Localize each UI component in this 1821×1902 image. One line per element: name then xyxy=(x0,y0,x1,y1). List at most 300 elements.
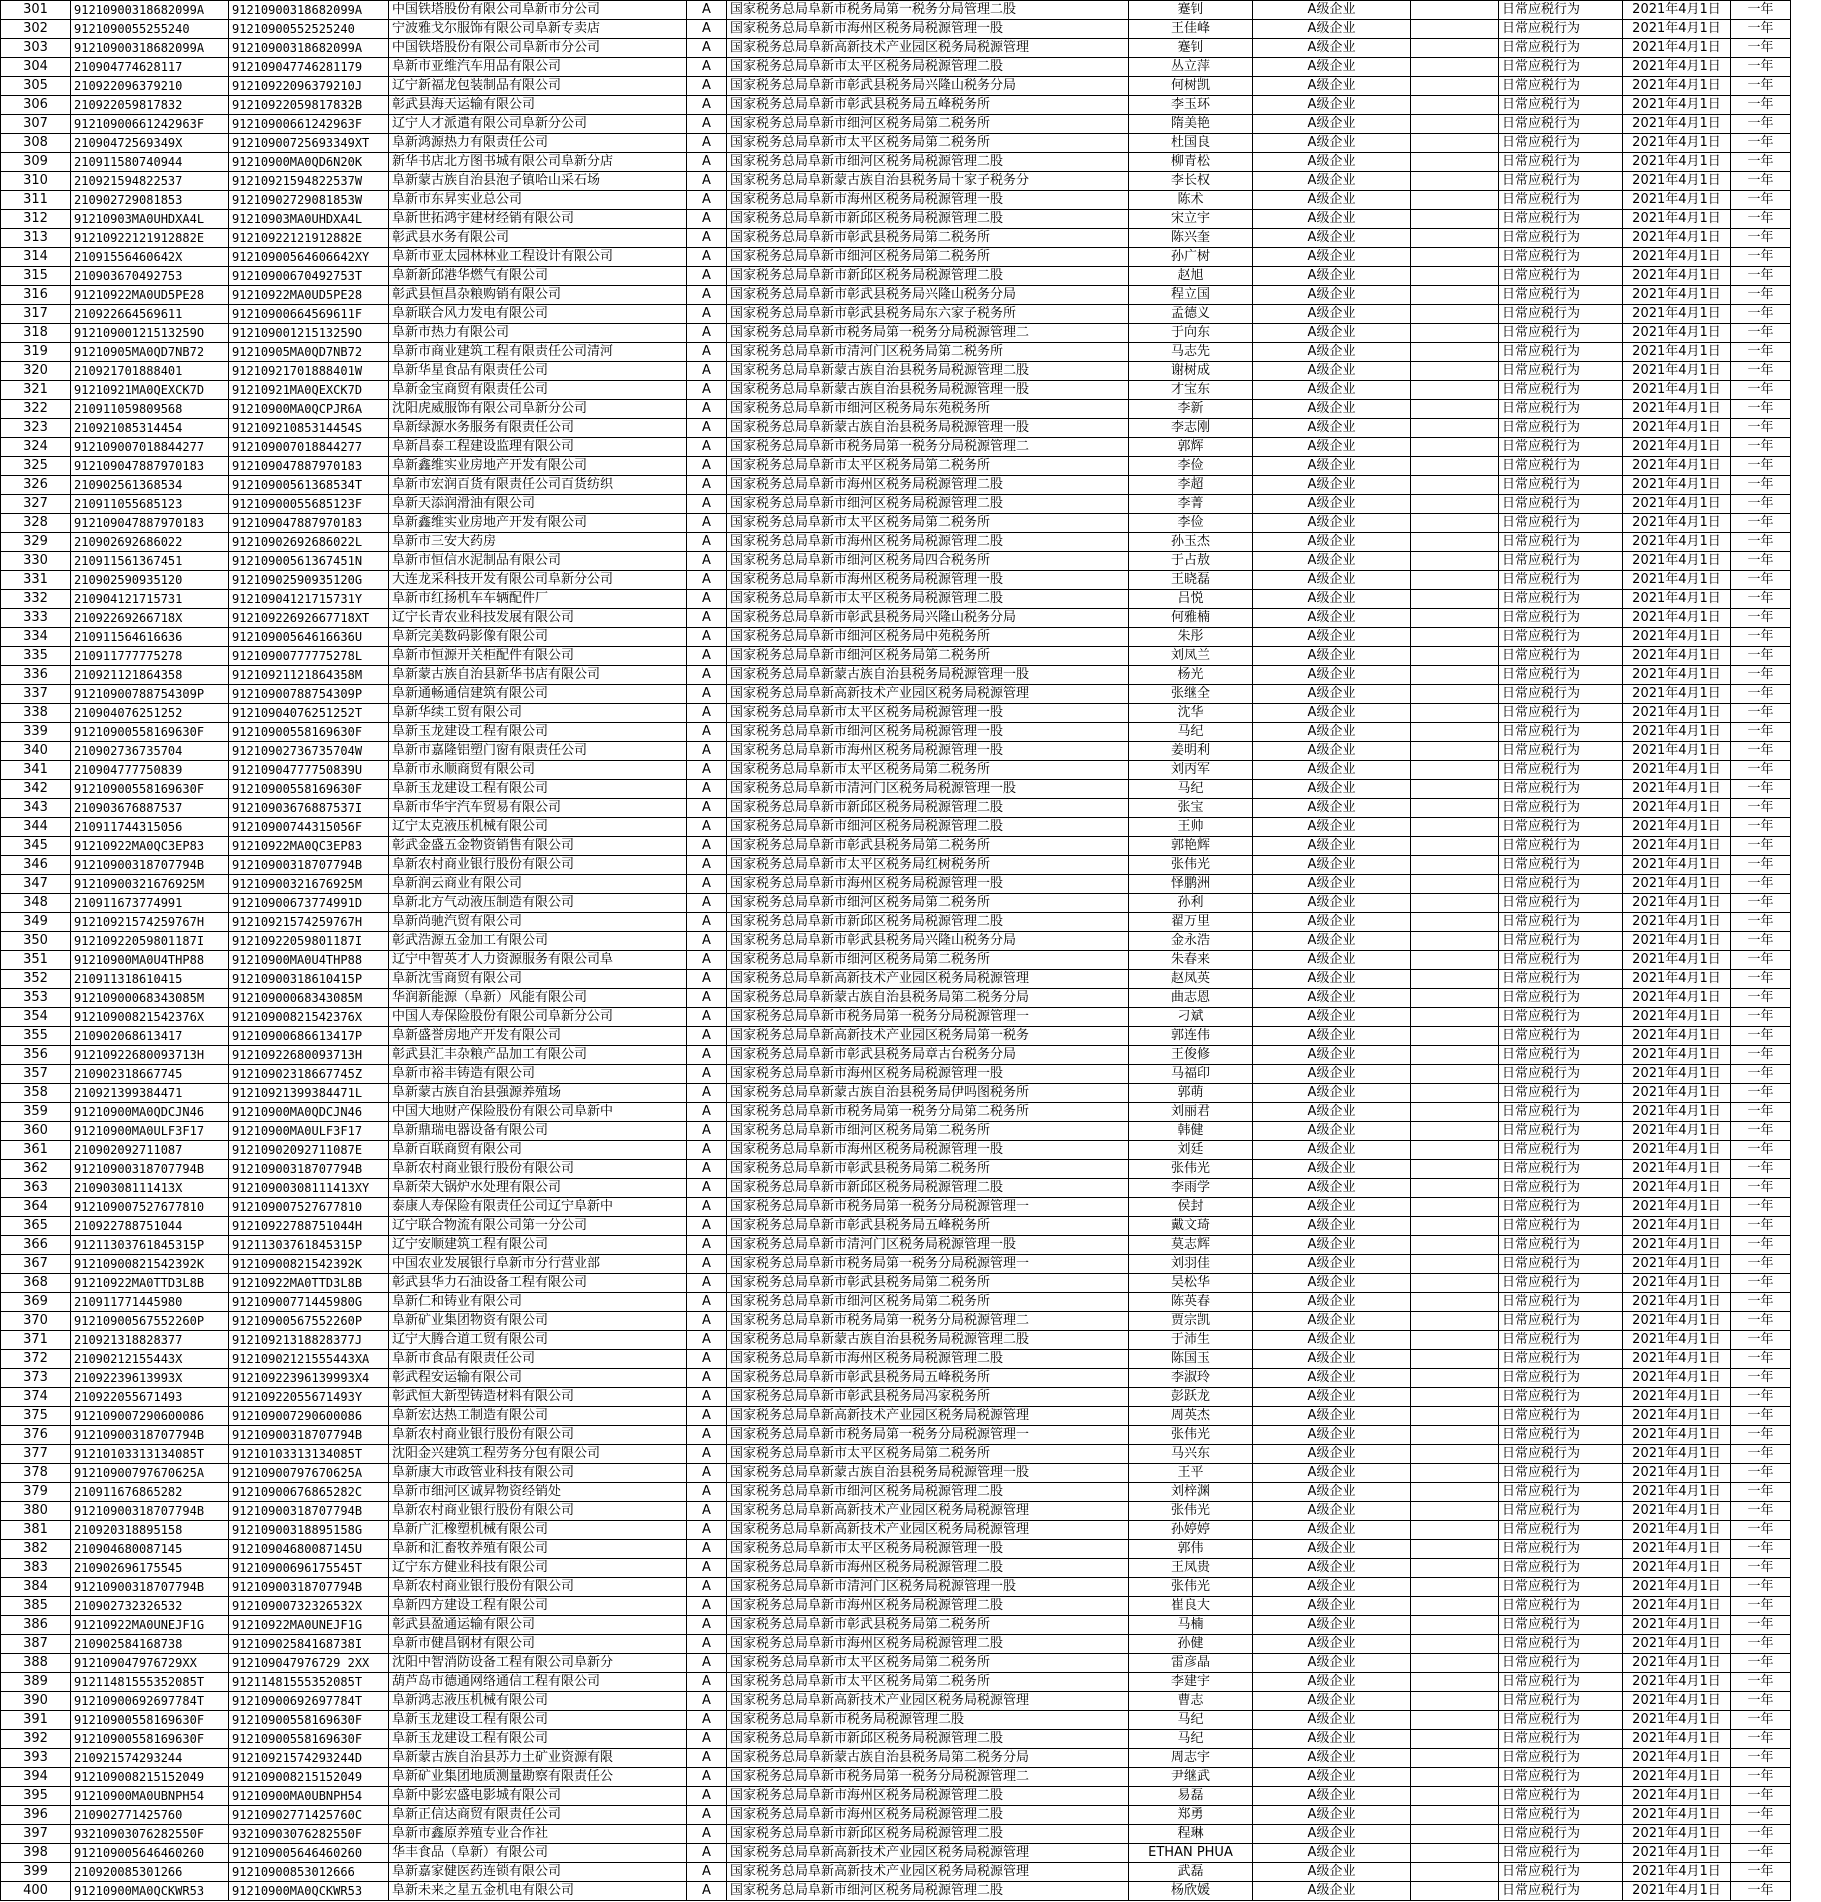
table-row xyxy=(1,894,1791,913)
table-row xyxy=(1,1863,1791,1882)
grade-cell: A级企业 xyxy=(1253,1217,1411,1236)
credit-code-cell: 91210902121555443XA xyxy=(229,1350,389,1369)
tax-id-cell: 912109008215152049 xyxy=(71,1768,229,1787)
credit-level-cell: A xyxy=(687,1445,727,1464)
behavior-cell: 日常应税行为 xyxy=(1499,495,1623,514)
behavior-cell: 日常应税行为 xyxy=(1499,1787,1623,1806)
behavior-cell: 日常应税行为 xyxy=(1499,552,1623,571)
behavior-cell: 日常应税行为 xyxy=(1499,1426,1623,1445)
credit-level-cell: A xyxy=(687,1483,727,1502)
company-name-cell: 阜新市红扬机车车辆配件厂 xyxy=(389,590,687,609)
credit-code-cell: 91210922059817832B xyxy=(229,96,389,115)
grade-cell: A级企业 xyxy=(1253,1502,1411,1521)
credit-code-cell: 91210900853012666 xyxy=(229,1863,389,1882)
term-cell: 一年 xyxy=(1731,1844,1791,1863)
behavior-cell: 日常应税行为 xyxy=(1499,970,1623,989)
credit-code-cell: 91210900686613417P xyxy=(229,1027,389,1046)
credit-code-cell: 91210922059801187I xyxy=(229,932,389,951)
contact-person-cell: 王平 xyxy=(1129,1464,1253,1483)
grade-cell: A级企业 xyxy=(1253,1065,1411,1084)
term-cell: 一年 xyxy=(1731,1616,1791,1635)
credit-level-cell: A xyxy=(687,666,727,685)
contact-person-cell: 刘丽君 xyxy=(1129,1103,1253,1122)
tax-id-cell: 91210900558169630F xyxy=(71,1730,229,1749)
empty-cell xyxy=(1411,1122,1499,1141)
table-row xyxy=(1,1749,1791,1768)
date-cell: 2021年4月1日 xyxy=(1623,1084,1731,1103)
credit-level-cell: A xyxy=(687,1008,727,1027)
behavior-cell: 日常应税行为 xyxy=(1499,115,1623,134)
company-name-cell: 华润新能源（阜新）风能有限公司 xyxy=(389,989,687,1008)
credit-code-cell: 91210900744315056F xyxy=(229,818,389,837)
credit-level-cell: A xyxy=(687,533,727,552)
term-cell: 一年 xyxy=(1731,362,1791,381)
credit-level-cell: A xyxy=(687,343,727,362)
company-name-cell: 阜新农村商业银行股份有限公司 xyxy=(389,1426,687,1445)
empty-cell xyxy=(1411,1084,1499,1103)
table-row xyxy=(1,514,1791,533)
row-number-cell: 398 xyxy=(1,1844,71,1863)
contact-person-cell: 于向东 xyxy=(1129,324,1253,343)
table-row xyxy=(1,1027,1791,1046)
table-row xyxy=(1,1065,1791,1084)
company-name-cell: 阜新鑫维实业房地产开发有限公司 xyxy=(389,514,687,533)
company-name-cell: 阜新润云商业有限公司 xyxy=(389,875,687,894)
credit-level-cell: A xyxy=(687,39,727,58)
grade-cell: A级企业 xyxy=(1253,286,1411,305)
grade-cell: A级企业 xyxy=(1253,1730,1411,1749)
row-number-cell: 375 xyxy=(1,1407,71,1426)
behavior-cell: 日常应税行为 xyxy=(1499,172,1623,191)
credit-level-cell: A xyxy=(687,552,727,571)
tax-id-cell: 21091556460642X xyxy=(71,248,229,267)
behavior-cell: 日常应税行为 xyxy=(1499,343,1623,362)
behavior-cell: 日常应税行为 xyxy=(1499,1882,1623,1901)
table-row xyxy=(1,39,1791,58)
tax-office-cell: 国家税务总局阜新市彰武县税务局兴隆山税务分局 xyxy=(727,609,1129,628)
table-row xyxy=(1,628,1791,647)
contact-person-cell: 马志先 xyxy=(1129,343,1253,362)
grade-cell: A级企业 xyxy=(1253,1825,1411,1844)
contact-person-cell: 尹继武 xyxy=(1129,1768,1253,1787)
row-number-cell: 368 xyxy=(1,1274,71,1293)
table-row xyxy=(1,1103,1791,1122)
table-row xyxy=(1,248,1791,267)
term-cell: 一年 xyxy=(1731,248,1791,267)
table-row xyxy=(1,1844,1791,1863)
row-number-cell: 364 xyxy=(1,1198,71,1217)
company-name-cell: 阜新市三安大药房 xyxy=(389,533,687,552)
credit-code-cell: 91210900121513259O xyxy=(229,324,389,343)
empty-cell xyxy=(1411,1141,1499,1160)
table-row xyxy=(1,723,1791,742)
grade-cell: A级企业 xyxy=(1253,590,1411,609)
company-name-cell: 阜新蒙古族自治县新华书店有限公司 xyxy=(389,666,687,685)
credit-level-cell: A xyxy=(687,1882,727,1901)
credit-code-cell: 91210921574293244D xyxy=(229,1749,389,1768)
tax-id-cell: 91210900318707794B xyxy=(71,1426,229,1445)
credit-code-cell: 91210904777750839U xyxy=(229,761,389,780)
contact-person-cell: 郭萌 xyxy=(1129,1084,1253,1103)
date-cell: 2021年4月1日 xyxy=(1623,1616,1731,1635)
table-row xyxy=(1,153,1791,172)
term-cell: 一年 xyxy=(1731,552,1791,571)
date-cell: 2021年4月1日 xyxy=(1623,1844,1731,1863)
behavior-cell: 日常应税行为 xyxy=(1499,799,1623,818)
row-number-cell: 302 xyxy=(1,20,71,39)
term-cell: 一年 xyxy=(1731,1027,1791,1046)
tax-id-cell: 91210900MA0QCKWR53 xyxy=(71,1882,229,1901)
tax-id-cell: 91210922MA0TTD3L8B xyxy=(71,1274,229,1293)
term-cell: 一年 xyxy=(1731,1065,1791,1084)
row-number-cell: 395 xyxy=(1,1787,71,1806)
empty-cell xyxy=(1411,837,1499,856)
tax-id-cell: 21090212155443X xyxy=(71,1350,229,1369)
contact-person-cell: 彭跃龙 xyxy=(1129,1388,1253,1407)
row-number-cell: 332 xyxy=(1,590,71,609)
date-cell: 2021年4月1日 xyxy=(1623,590,1731,609)
empty-cell xyxy=(1411,1882,1499,1901)
behavior-cell: 日常应税行为 xyxy=(1499,1293,1623,1312)
table-row xyxy=(1,1008,1791,1027)
tax-id-cell: 91210900121513259O xyxy=(71,324,229,343)
tax-id-cell: 210921318828377 xyxy=(71,1331,229,1350)
credit-code-cell: 912109047887970183 xyxy=(229,514,389,533)
date-cell: 2021年4月1日 xyxy=(1623,1673,1731,1692)
behavior-cell: 日常应税行为 xyxy=(1499,1065,1623,1084)
company-name-cell: 阜新农村商业银行股份有限公司 xyxy=(389,1160,687,1179)
tax-id-cell: 210911673774991 xyxy=(71,894,229,913)
empty-cell xyxy=(1411,1521,1499,1540)
table-row xyxy=(1,951,1791,970)
company-name-cell: 阜新康大市政管业科技有限公司 xyxy=(389,1464,687,1483)
behavior-cell: 日常应税行为 xyxy=(1499,514,1623,533)
table-row xyxy=(1,172,1791,191)
behavior-cell: 日常应税行为 xyxy=(1499,1616,1623,1635)
row-number-cell: 319 xyxy=(1,343,71,362)
contact-person-cell: 李玉环 xyxy=(1129,96,1253,115)
row-number-cell: 371 xyxy=(1,1331,71,1350)
behavior-cell: 日常应税行为 xyxy=(1499,1350,1623,1369)
credit-level-cell: A xyxy=(687,875,727,894)
tax-id-cell: 91210900MA0UBNPH54 xyxy=(71,1787,229,1806)
grade-cell: A级企业 xyxy=(1253,1426,1411,1445)
term-cell: 一年 xyxy=(1731,77,1791,96)
contact-person-cell: 吴松华 xyxy=(1129,1274,1253,1293)
empty-cell xyxy=(1411,286,1499,305)
row-number-cell: 385 xyxy=(1,1597,71,1616)
row-number-cell: 316 xyxy=(1,286,71,305)
term-cell: 一年 xyxy=(1731,1730,1791,1749)
company-name-cell: 辽宁中智英才人力资源服务有限公司阜 xyxy=(389,951,687,970)
row-number-cell: 378 xyxy=(1,1464,71,1483)
company-name-cell: 阜新世拓鸿宇建材经销有限公司 xyxy=(389,210,687,229)
date-cell: 2021年4月1日 xyxy=(1623,1445,1731,1464)
empty-cell xyxy=(1411,571,1499,590)
behavior-cell: 日常应税行为 xyxy=(1499,1654,1623,1673)
grade-cell: A级企业 xyxy=(1253,970,1411,989)
tax-office-cell: 国家税务总局阜新市税务局第一税务分局税源管理二 xyxy=(727,438,1129,457)
contact-person-cell: 何雅楠 xyxy=(1129,609,1253,628)
date-cell: 2021年4月1日 xyxy=(1623,438,1731,457)
term-cell: 一年 xyxy=(1731,590,1791,609)
credit-code-cell: 91210921318828377J xyxy=(229,1331,389,1350)
credit-level-cell: A xyxy=(687,685,727,704)
company-name-cell: 阜新鸿志液压机械有限公司 xyxy=(389,1692,687,1711)
contact-person-cell: 王凤贵 xyxy=(1129,1559,1253,1578)
term-cell: 一年 xyxy=(1731,1483,1791,1502)
contact-person-cell: 丛立萍 xyxy=(1129,58,1253,77)
contact-person-cell: 李俭 xyxy=(1129,457,1253,476)
empty-cell xyxy=(1411,1350,1499,1369)
tax-office-cell: 国家税务总局阜新市海州区税务局税源管理一股 xyxy=(727,20,1129,39)
company-name-cell: 阜新沈雪商贸有限公司 xyxy=(389,970,687,989)
credit-code-cell: 91210900692697784T xyxy=(229,1692,389,1711)
tax-id-cell: 91210900318682099A xyxy=(71,1,229,20)
tax-id-cell: 210922096379210 xyxy=(71,77,229,96)
behavior-cell: 日常应税行为 xyxy=(1499,1331,1623,1350)
company-name-cell: 阜新嘉家健医药连锁有限公司 xyxy=(389,1863,687,1882)
grade-cell: A级企业 xyxy=(1253,20,1411,39)
table-row xyxy=(1,1483,1791,1502)
contact-person-cell: 刘丙军 xyxy=(1129,761,1253,780)
grade-cell: A级企业 xyxy=(1253,1597,1411,1616)
grade-cell: A级企业 xyxy=(1253,533,1411,552)
credit-level-cell: A xyxy=(687,1635,727,1654)
company-name-cell: 阜新市食品有限责任公司 xyxy=(389,1350,687,1369)
term-cell: 一年 xyxy=(1731,1711,1791,1730)
behavior-cell: 日常应税行为 xyxy=(1499,647,1623,666)
date-cell: 2021年4月1日 xyxy=(1623,1521,1731,1540)
credit-level-cell: A xyxy=(687,1312,727,1331)
table-row xyxy=(1,1388,1791,1407)
tax-id-cell: 91210922MA0QC3EP83 xyxy=(71,837,229,856)
company-name-cell: 阜新宏达热工制造有限公司 xyxy=(389,1407,687,1426)
term-cell: 一年 xyxy=(1731,1426,1791,1445)
contact-person-cell: 郭连伟 xyxy=(1129,1027,1253,1046)
date-cell: 2021年4月1日 xyxy=(1623,77,1731,96)
contact-person-cell: 朱春来 xyxy=(1129,951,1253,970)
date-cell: 2021年4月1日 xyxy=(1623,818,1731,837)
table-row xyxy=(1,533,1791,552)
company-name-cell: 阜新市亚维汽车用品有限公司 xyxy=(389,58,687,77)
behavior-cell: 日常应税行为 xyxy=(1499,1236,1623,1255)
empty-cell xyxy=(1411,153,1499,172)
contact-person-cell: 金永浩 xyxy=(1129,932,1253,951)
tax-office-cell: 国家税务总局阜新市太平区税务局税源管理一股 xyxy=(727,704,1129,723)
tax-id-cell: 912109047887970183 xyxy=(71,514,229,533)
company-name-cell: 阜新市恒源开关柜配件有限公司 xyxy=(389,647,687,666)
date-cell: 2021年4月1日 xyxy=(1623,1103,1731,1122)
contact-person-cell: 张伟光 xyxy=(1129,1426,1253,1445)
contact-person-cell: 戴文琦 xyxy=(1129,1217,1253,1236)
empty-cell xyxy=(1411,1483,1499,1502)
contact-person-cell: 刁斌 xyxy=(1129,1008,1253,1027)
table-row xyxy=(1,1787,1791,1806)
credit-code-cell: 91210921085314454S xyxy=(229,419,389,438)
credit-code-cell: 91210900558169630F xyxy=(229,780,389,799)
date-cell: 2021年4月1日 xyxy=(1623,457,1731,476)
grade-cell: A级企业 xyxy=(1253,1331,1411,1350)
date-cell: 2021年4月1日 xyxy=(1623,856,1731,875)
tax-office-cell: 国家税务总局阜新市太平区税务局红树税务所 xyxy=(727,856,1129,875)
empty-cell xyxy=(1411,1502,1499,1521)
tax-id-cell: 91210900068343085M xyxy=(71,989,229,1008)
credit-code-cell: 91210900771445980G xyxy=(229,1293,389,1312)
date-cell: 2021年4月1日 xyxy=(1623,58,1731,77)
tax-id-cell: 91210900318707794B xyxy=(71,1578,229,1597)
row-number-cell: 317 xyxy=(1,305,71,324)
table-row xyxy=(1,267,1791,286)
row-number-cell: 318 xyxy=(1,324,71,343)
company-name-cell: 阜新玉龙建设工程有限公司 xyxy=(389,1730,687,1749)
empty-cell xyxy=(1411,58,1499,77)
table-row xyxy=(1,1084,1791,1103)
credit-level-cell: A xyxy=(687,1863,727,1882)
company-name-cell: 阜新玉龙建设工程有限公司 xyxy=(389,780,687,799)
company-name-cell: 宁波雅戈尔服饰有限公司阜新专卖店 xyxy=(389,20,687,39)
credit-level-cell: A xyxy=(687,362,727,381)
date-cell: 2021年4月1日 xyxy=(1623,381,1731,400)
credit-level-cell: A xyxy=(687,1369,727,1388)
empty-cell xyxy=(1411,1160,1499,1179)
row-number-cell: 377 xyxy=(1,1445,71,1464)
credit-level-cell: A xyxy=(687,723,727,742)
credit-code-cell: 912109047887970183 xyxy=(229,457,389,476)
contact-person-cell: 马纪 xyxy=(1129,780,1253,799)
contact-person-cell: 莫志辉 xyxy=(1129,1236,1253,1255)
empty-cell xyxy=(1411,1673,1499,1692)
credit-code-cell: 91210900318682099A xyxy=(229,39,389,58)
row-number-cell: 314 xyxy=(1,248,71,267)
term-cell: 一年 xyxy=(1731,457,1791,476)
table-row xyxy=(1,1369,1791,1388)
contact-person-cell: 于占敖 xyxy=(1129,552,1253,571)
row-number-cell: 389 xyxy=(1,1673,71,1692)
grade-cell: A级企业 xyxy=(1253,210,1411,229)
credit-level-cell: A xyxy=(687,647,727,666)
company-name-cell: 阜新和汇畜牧养殖有限公司 xyxy=(389,1540,687,1559)
credit-level-cell: A xyxy=(687,514,727,533)
term-cell: 一年 xyxy=(1731,1008,1791,1027)
row-number-cell: 337 xyxy=(1,685,71,704)
behavior-cell: 日常应税行为 xyxy=(1499,1806,1623,1825)
row-number-cell: 387 xyxy=(1,1635,71,1654)
tax-id-cell: 210922059817832 xyxy=(71,96,229,115)
credit-code-cell: 91210922MA0TTD3L8B xyxy=(229,1274,389,1293)
date-cell: 2021年4月1日 xyxy=(1623,609,1731,628)
grade-cell: A级企业 xyxy=(1253,1578,1411,1597)
term-cell: 一年 xyxy=(1731,1160,1791,1179)
credit-level-cell: A xyxy=(687,1217,727,1236)
tax-id-cell: 210902771425760 xyxy=(71,1806,229,1825)
term-cell: 一年 xyxy=(1731,1540,1791,1559)
grade-cell: A级企业 xyxy=(1253,457,1411,476)
table-row xyxy=(1,856,1791,875)
row-number-cell: 338 xyxy=(1,704,71,723)
contact-person-cell: 孙婷婷 xyxy=(1129,1521,1253,1540)
tax-id-cell: 91210900821542376X xyxy=(71,1008,229,1027)
contact-person-cell: 马纪 xyxy=(1129,723,1253,742)
tax-id-cell: 91210921MA0QEXCK7D xyxy=(71,381,229,400)
behavior-cell: 日常应税行为 xyxy=(1499,191,1623,210)
row-number-cell: 310 xyxy=(1,172,71,191)
row-number-cell: 396 xyxy=(1,1806,71,1825)
empty-cell xyxy=(1411,1255,1499,1274)
credit-code-cell: 912109007290600086 xyxy=(229,1407,389,1426)
tax-office-cell: 国家税务总局阜新市彰武县税务局第二税务所 xyxy=(727,837,1129,856)
term-cell: 一年 xyxy=(1731,609,1791,628)
company-name-cell: 阜新通畅通信建筑有限公司 xyxy=(389,685,687,704)
table-row xyxy=(1,1274,1791,1293)
tax-id-cell: 91210903MA0UHDXA4L xyxy=(71,210,229,229)
credit-level-cell: A xyxy=(687,1198,727,1217)
grade-cell: A级企业 xyxy=(1253,932,1411,951)
tax-office-cell: 国家税务总局阜新市税务局第一税务分局管理二股 xyxy=(727,1,1129,20)
term-cell: 一年 xyxy=(1731,951,1791,970)
behavior-cell: 日常应税行为 xyxy=(1499,1407,1623,1426)
date-cell: 2021年4月1日 xyxy=(1623,1388,1731,1407)
term-cell: 一年 xyxy=(1731,742,1791,761)
table-row xyxy=(1,1198,1791,1217)
table-row xyxy=(1,1616,1791,1635)
term-cell: 一年 xyxy=(1731,533,1791,552)
behavior-cell: 日常应税行为 xyxy=(1499,400,1623,419)
row-number-cell: 327 xyxy=(1,495,71,514)
grade-cell: A级企业 xyxy=(1253,1293,1411,1312)
credit-level-cell: A xyxy=(687,267,727,286)
date-cell: 2021年4月1日 xyxy=(1623,1217,1731,1236)
tax-office-cell: 国家税务总局阜新市税务局税源管理二股 xyxy=(727,1711,1129,1730)
behavior-cell: 日常应税行为 xyxy=(1499,1597,1623,1616)
credit-code-cell: 912109047976729 2XX xyxy=(229,1654,389,1673)
table-row xyxy=(1,647,1791,666)
table-row xyxy=(1,989,1791,1008)
empty-cell xyxy=(1411,1787,1499,1806)
empty-cell xyxy=(1411,1407,1499,1426)
credit-level-cell: A xyxy=(687,1160,727,1179)
date-cell: 2021年4月1日 xyxy=(1623,685,1731,704)
table-row xyxy=(1,913,1791,932)
date-cell: 2021年4月1日 xyxy=(1623,837,1731,856)
empty-cell xyxy=(1411,552,1499,571)
tax-office-cell: 国家税务总局阜新市新邱区税务局税源管理二股 xyxy=(727,1730,1129,1749)
grade-cell: A级企业 xyxy=(1253,1407,1411,1426)
grade-cell: A级企业 xyxy=(1253,1160,1411,1179)
behavior-cell: 日常应税行为 xyxy=(1499,1122,1623,1141)
term-cell: 一年 xyxy=(1731,1882,1791,1901)
credit-level-cell: A xyxy=(687,1654,727,1673)
credit-code-cell: 91210900318707794B xyxy=(229,856,389,875)
date-cell: 2021年4月1日 xyxy=(1623,666,1731,685)
company-name-cell: 辽宁太克液压机械有限公司 xyxy=(389,818,687,837)
table-row xyxy=(1,20,1791,39)
date-cell: 2021年4月1日 xyxy=(1623,1654,1731,1673)
term-cell: 一年 xyxy=(1731,1597,1791,1616)
date-cell: 2021年4月1日 xyxy=(1623,419,1731,438)
credit-level-cell: A xyxy=(687,1597,727,1616)
contact-person-cell: 周英杰 xyxy=(1129,1407,1253,1426)
contact-person-cell: 张伟光 xyxy=(1129,1502,1253,1521)
behavior-cell: 日常应税行为 xyxy=(1499,780,1623,799)
table-row xyxy=(1,1825,1791,1844)
date-cell: 2021年4月1日 xyxy=(1623,1027,1731,1046)
date-cell: 2021年4月1日 xyxy=(1623,267,1731,286)
row-number-cell: 344 xyxy=(1,818,71,837)
behavior-cell: 日常应税行为 xyxy=(1499,1255,1623,1274)
behavior-cell: 日常应税行为 xyxy=(1499,1749,1623,1768)
table-row xyxy=(1,799,1791,818)
